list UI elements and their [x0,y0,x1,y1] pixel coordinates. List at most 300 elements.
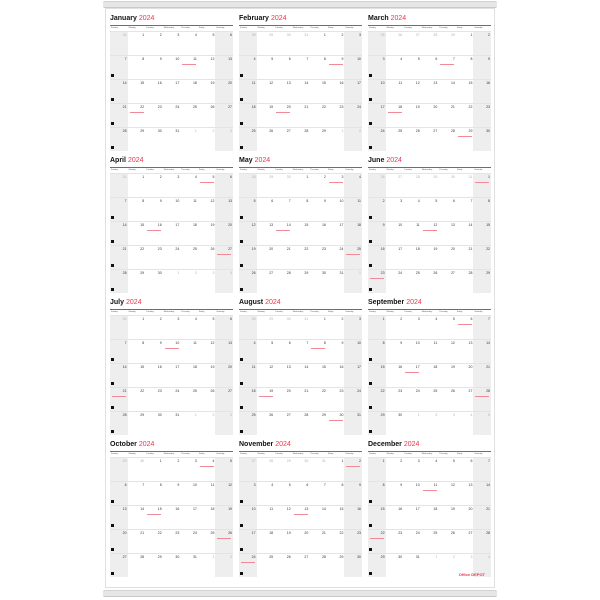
day-cell[interactable] [215,481,233,505]
day-cell[interactable] [274,31,292,55]
day-cell[interactable] [438,553,456,577]
day-cell[interactable] [163,173,181,197]
day-cell[interactable] [344,79,362,103]
day-cell[interactable] [180,411,198,435]
day-cell[interactable] [403,315,421,339]
day-cell[interactable] [239,197,257,221]
day-cell[interactable] [368,127,386,151]
day-cell[interactable] [215,505,233,529]
day-cell[interactable] [456,269,474,293]
day-cell[interactable] [421,173,439,197]
day-cell[interactable] [110,127,128,151]
day-cell[interactable] [438,127,456,151]
day-cell[interactable] [456,31,474,55]
day-cell[interactable] [274,529,292,553]
day-cell[interactable] [257,529,275,553]
day-cell[interactable] [180,387,198,411]
day-cell[interactable] [215,457,233,481]
day-cell[interactable] [421,31,439,55]
day-cell[interactable] [215,173,233,197]
day-cell[interactable] [145,315,163,339]
day-cell[interactable] [198,457,216,481]
day-cell[interactable] [473,127,491,151]
day-cell[interactable] [239,481,257,505]
day-cell[interactable] [128,127,146,151]
day-cell[interactable] [274,197,292,221]
day-cell[interactable] [421,315,439,339]
day-cell[interactable] [215,553,233,577]
day-cell[interactable] [403,529,421,553]
day-cell[interactable] [163,315,181,339]
day-cell[interactable] [239,457,257,481]
day-cell[interactable] [309,363,327,387]
day-cell[interactable] [368,269,386,293]
day-cell[interactable] [239,529,257,553]
day-cell[interactable] [145,31,163,55]
day-cell[interactable] [292,221,310,245]
day-cell[interactable] [145,387,163,411]
day-cell[interactable] [368,173,386,197]
day-cell[interactable] [327,315,345,339]
day-cell[interactable] [274,315,292,339]
day-cell[interactable] [163,55,181,79]
day-cell[interactable] [215,103,233,127]
day-cell[interactable] [274,339,292,363]
day-cell[interactable] [403,269,421,293]
day-cell[interactable] [145,505,163,529]
day-cell[interactable] [274,55,292,79]
day-cell[interactable] [327,553,345,577]
day-cell[interactable] [239,31,257,55]
day-cell[interactable] [145,245,163,269]
day-cell[interactable] [438,529,456,553]
day-cell[interactable] [327,197,345,221]
day-cell[interactable] [128,411,146,435]
day-cell[interactable] [239,387,257,411]
day-cell[interactable] [163,339,181,363]
day-cell[interactable] [473,505,491,529]
day-cell[interactable] [110,529,128,553]
day-cell[interactable] [110,411,128,435]
day-cell[interactable] [128,269,146,293]
day-cell[interactable] [368,103,386,127]
day-cell[interactable] [421,103,439,127]
day-cell[interactable] [110,173,128,197]
day-cell[interactable] [368,553,386,577]
day-cell[interactable] [180,269,198,293]
day-cell[interactable] [309,553,327,577]
day-cell[interactable] [198,173,216,197]
day-cell[interactable] [110,481,128,505]
day-cell[interactable] [327,221,345,245]
day-cell[interactable] [274,103,292,127]
day-cell[interactable] [456,245,474,269]
day-cell[interactable] [403,173,421,197]
day-cell[interactable] [274,245,292,269]
day-cell[interactable] [438,103,456,127]
day-cell[interactable] [145,103,163,127]
day-cell[interactable] [368,363,386,387]
day-cell[interactable] [403,197,421,221]
day-cell[interactable] [456,363,474,387]
day-cell[interactable] [292,31,310,55]
day-cell[interactable] [344,31,362,55]
day-cell[interactable] [344,505,362,529]
day-cell[interactable] [128,55,146,79]
day-cell[interactable] [386,79,404,103]
day-cell[interactable] [344,387,362,411]
day-cell[interactable] [327,245,345,269]
day-cell[interactable] [292,553,310,577]
day-cell[interactable] [215,127,233,151]
day-cell[interactable] [239,411,257,435]
day-cell[interactable] [145,529,163,553]
day-cell[interactable] [128,481,146,505]
day-cell[interactable] [438,387,456,411]
day-cell[interactable] [292,103,310,127]
day-cell[interactable] [327,481,345,505]
day-cell[interactable] [368,481,386,505]
day-cell[interactable] [368,31,386,55]
day-cell[interactable] [180,505,198,529]
day-cell[interactable] [327,127,345,151]
day-cell[interactable] [309,221,327,245]
day-cell[interactable] [292,457,310,481]
day-cell[interactable] [145,55,163,79]
day-cell[interactable] [257,339,275,363]
day-cell[interactable] [145,363,163,387]
day-cell[interactable] [180,553,198,577]
day-cell[interactable] [274,411,292,435]
day-cell[interactable] [473,411,491,435]
day-cell[interactable] [473,55,491,79]
day-cell[interactable] [309,55,327,79]
day-cell[interactable] [327,173,345,197]
day-cell[interactable] [215,245,233,269]
day-cell[interactable] [215,269,233,293]
day-cell[interactable] [257,173,275,197]
day-cell[interactable] [239,553,257,577]
day-cell[interactable] [421,529,439,553]
day-cell[interactable] [215,315,233,339]
day-cell[interactable] [438,221,456,245]
day-cell[interactable] [421,221,439,245]
day-cell[interactable] [421,457,439,481]
day-cell[interactable] [386,505,404,529]
day-cell[interactable] [292,481,310,505]
day-cell[interactable] [309,79,327,103]
day-cell[interactable] [292,269,310,293]
day-cell[interactable] [327,457,345,481]
day-cell[interactable] [421,505,439,529]
day-cell[interactable] [368,529,386,553]
day-cell[interactable] [309,457,327,481]
day-cell[interactable] [128,363,146,387]
day-cell[interactable] [110,457,128,481]
day-cell[interactable] [292,55,310,79]
day-cell[interactable] [180,245,198,269]
day-cell[interactable] [163,127,181,151]
day-cell[interactable] [421,127,439,151]
day-cell[interactable] [257,315,275,339]
day-cell[interactable] [473,79,491,103]
day-cell[interactable] [274,553,292,577]
day-cell[interactable] [163,553,181,577]
day-cell[interactable] [292,529,310,553]
day-cell[interactable] [128,457,146,481]
day-cell[interactable] [145,269,163,293]
day-cell[interactable] [344,127,362,151]
day-cell[interactable] [198,103,216,127]
day-cell[interactable] [180,221,198,245]
day-cell[interactable] [128,529,146,553]
day-cell[interactable] [456,529,474,553]
day-cell[interactable] [473,197,491,221]
day-cell[interactable] [456,387,474,411]
day-cell[interactable] [215,529,233,553]
day-cell[interactable] [386,173,404,197]
day-cell[interactable] [456,339,474,363]
day-cell[interactable] [274,363,292,387]
day-cell[interactable] [368,387,386,411]
day-cell[interactable] [163,245,181,269]
day-cell[interactable] [110,505,128,529]
day-cell[interactable] [327,79,345,103]
day-cell[interactable] [403,79,421,103]
day-cell[interactable] [180,55,198,79]
day-cell[interactable] [180,363,198,387]
day-cell[interactable] [198,197,216,221]
day-cell[interactable] [344,363,362,387]
day-cell[interactable] [327,339,345,363]
day-cell[interactable] [292,127,310,151]
day-cell[interactable] [309,103,327,127]
day-cell[interactable] [327,103,345,127]
day-cell[interactable] [309,315,327,339]
day-cell[interactable] [215,339,233,363]
day-cell[interactable] [163,363,181,387]
day-cell[interactable] [257,79,275,103]
day-cell[interactable] [386,363,404,387]
day-cell[interactable] [239,315,257,339]
day-cell[interactable] [386,103,404,127]
day-cell[interactable] [386,339,404,363]
day-cell[interactable] [309,197,327,221]
day-cell[interactable] [438,363,456,387]
day-cell[interactable] [403,339,421,363]
day-cell[interactable] [163,411,181,435]
day-cell[interactable] [110,387,128,411]
day-cell[interactable] [344,55,362,79]
day-cell[interactable] [344,457,362,481]
day-cell[interactable] [163,387,181,411]
day-cell[interactable] [257,55,275,79]
day-cell[interactable] [215,31,233,55]
day-cell[interactable] [257,505,275,529]
day-cell[interactable] [110,197,128,221]
day-cell[interactable] [110,339,128,363]
day-cell[interactable] [368,339,386,363]
day-cell[interactable] [163,505,181,529]
day-cell[interactable] [128,553,146,577]
day-cell[interactable] [145,197,163,221]
day-cell[interactable] [368,221,386,245]
day-cell[interactable] [403,221,421,245]
day-cell[interactable] [198,315,216,339]
day-cell[interactable] [456,173,474,197]
day-cell[interactable] [163,457,181,481]
day-cell[interactable] [239,363,257,387]
day-cell[interactable] [257,221,275,245]
day-cell[interactable] [163,103,181,127]
day-cell[interactable] [163,79,181,103]
day-cell[interactable] [403,127,421,151]
day-cell[interactable] [198,387,216,411]
day-cell[interactable] [292,173,310,197]
day-cell[interactable] [421,481,439,505]
day-cell[interactable] [386,457,404,481]
day-cell[interactable] [198,481,216,505]
day-cell[interactable] [145,79,163,103]
day-cell[interactable] [386,529,404,553]
day-cell[interactable] [239,55,257,79]
day-cell[interactable] [215,79,233,103]
day-cell[interactable] [163,197,181,221]
day-cell[interactable] [309,31,327,55]
day-cell[interactable] [403,553,421,577]
day-cell[interactable] [368,79,386,103]
day-cell[interactable] [180,103,198,127]
day-cell[interactable] [327,387,345,411]
day-cell[interactable] [145,481,163,505]
day-cell[interactable] [438,457,456,481]
day-cell[interactable] [403,505,421,529]
day-cell[interactable] [421,411,439,435]
day-cell[interactable] [438,269,456,293]
day-cell[interactable] [456,79,474,103]
day-cell[interactable] [198,269,216,293]
day-cell[interactable] [180,127,198,151]
day-cell[interactable] [473,221,491,245]
day-cell[interactable] [239,79,257,103]
day-cell[interactable] [344,221,362,245]
day-cell[interactable] [438,339,456,363]
day-cell[interactable] [239,245,257,269]
day-cell[interactable] [327,411,345,435]
day-cell[interactable] [110,363,128,387]
day-cell[interactable] [128,197,146,221]
day-cell[interactable] [456,411,474,435]
day-cell[interactable] [327,55,345,79]
day-cell[interactable] [180,315,198,339]
day-cell[interactable] [473,31,491,55]
day-cell[interactable] [327,505,345,529]
day-cell[interactable] [198,79,216,103]
day-cell[interactable] [438,411,456,435]
day-cell[interactable] [403,481,421,505]
day-cell[interactable] [456,197,474,221]
day-cell[interactable] [327,529,345,553]
day-cell[interactable] [128,315,146,339]
day-cell[interactable] [128,103,146,127]
day-cell[interactable] [198,363,216,387]
day-cell[interactable] [257,31,275,55]
day-cell[interactable] [292,505,310,529]
day-cell[interactable] [274,269,292,293]
day-cell[interactable] [344,411,362,435]
day-cell[interactable] [128,173,146,197]
day-cell[interactable] [473,103,491,127]
day-cell[interactable] [145,553,163,577]
day-cell[interactable] [257,245,275,269]
day-cell[interactable] [180,173,198,197]
day-cell[interactable] [438,245,456,269]
day-cell[interactable] [180,197,198,221]
day-cell[interactable] [110,79,128,103]
day-cell[interactable] [438,197,456,221]
day-cell[interactable] [239,339,257,363]
day-cell[interactable] [309,339,327,363]
day-cell[interactable] [257,553,275,577]
day-cell[interactable] [239,127,257,151]
day-cell[interactable] [309,505,327,529]
day-cell[interactable] [198,55,216,79]
day-cell[interactable] [403,411,421,435]
day-cell[interactable] [386,221,404,245]
day-cell[interactable] [274,127,292,151]
day-cell[interactable] [386,55,404,79]
day-cell[interactable] [473,387,491,411]
day-cell[interactable] [180,457,198,481]
day-cell[interactable] [309,127,327,151]
day-cell[interactable] [456,505,474,529]
day-cell[interactable] [163,31,181,55]
day-cell[interactable] [128,245,146,269]
day-cell[interactable] [180,339,198,363]
day-cell[interactable] [473,363,491,387]
day-cell[interactable] [163,481,181,505]
day-cell[interactable] [421,79,439,103]
day-cell[interactable] [344,245,362,269]
day-cell[interactable] [198,221,216,245]
day-cell[interactable] [198,31,216,55]
day-cell[interactable] [198,127,216,151]
day-cell[interactable] [344,269,362,293]
day-cell[interactable] [344,173,362,197]
day-cell[interactable] [403,457,421,481]
day-cell[interactable] [198,339,216,363]
day-cell[interactable] [110,245,128,269]
day-cell[interactable] [110,269,128,293]
day-cell[interactable] [257,127,275,151]
day-cell[interactable] [239,173,257,197]
day-cell[interactable] [344,529,362,553]
day-cell[interactable] [239,505,257,529]
day-cell[interactable] [215,55,233,79]
day-cell[interactable] [386,269,404,293]
day-cell[interactable] [368,411,386,435]
day-cell[interactable] [292,79,310,103]
day-cell[interactable] [292,339,310,363]
day-cell[interactable] [239,221,257,245]
day-cell[interactable] [386,553,404,577]
day-cell[interactable] [145,411,163,435]
day-cell[interactable] [456,315,474,339]
day-cell[interactable] [327,31,345,55]
day-cell[interactable] [292,387,310,411]
day-cell[interactable] [274,457,292,481]
day-cell[interactable] [309,481,327,505]
